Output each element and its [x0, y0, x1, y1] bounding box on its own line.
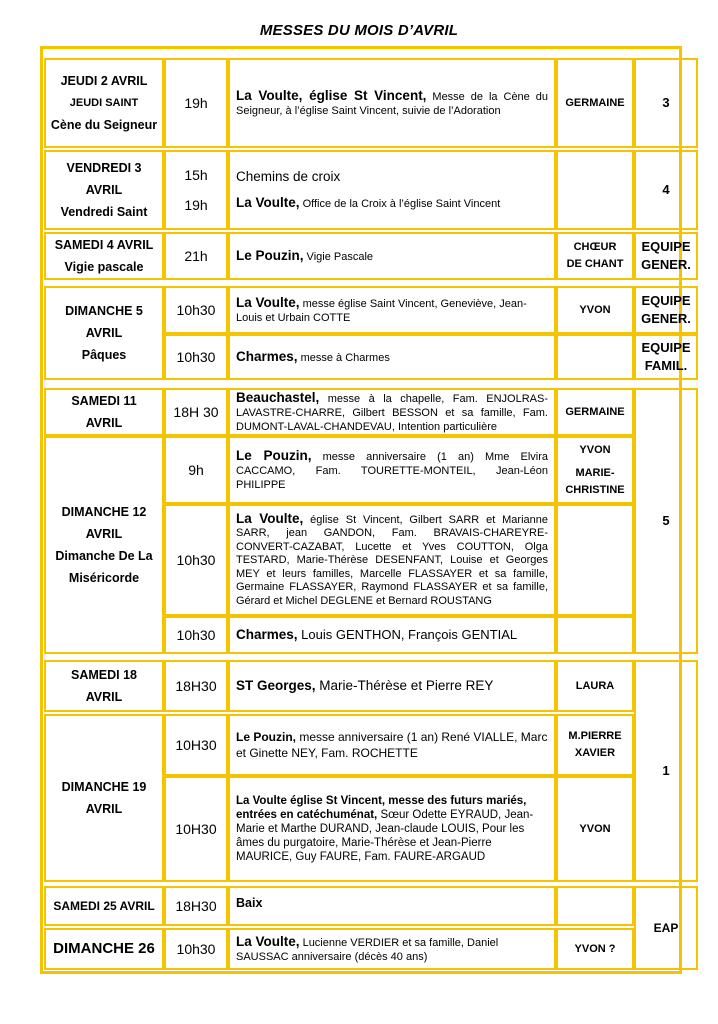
team-cell — [634, 58, 698, 148]
role-label: DE CHANT — [566, 258, 624, 270]
description-cell — [228, 388, 556, 436]
team-cell — [634, 286, 698, 334]
role-cell — [556, 714, 634, 776]
day-cell — [44, 660, 164, 712]
time-label: 19h — [184, 95, 208, 111]
description-text: Marie-Thérèse et Pierre REY — [315, 678, 494, 693]
role-label: XAVIER — [574, 747, 616, 759]
time-label: 18H30 — [175, 678, 217, 694]
description-cell — [228, 286, 556, 334]
role-label: CHRISTINE — [565, 483, 625, 496]
place-label: Charmes, — [236, 348, 298, 364]
team-label: 4 — [662, 182, 670, 197]
day-label: DIMANCHE 12 — [61, 505, 147, 519]
day-label: VENDREDI 3 — [66, 161, 142, 175]
place-label: La Voulte église St Vincent, messe des futurs mariés, entrées en catéchuménat, — [236, 795, 527, 821]
description-cell — [228, 616, 556, 654]
place-label: Baix — [236, 896, 263, 910]
day-cell — [44, 388, 164, 436]
team-cell — [634, 388, 698, 654]
day-label: AVRIL — [85, 690, 123, 704]
description-cell — [228, 886, 556, 926]
time-label: 10h30 — [176, 627, 216, 643]
time-cell — [164, 286, 228, 334]
team-cell — [634, 232, 698, 280]
day-label: DIMANCHE 19 — [61, 780, 147, 794]
day-label: AVRIL — [85, 802, 123, 816]
time-label: 18H 30 — [173, 404, 219, 420]
time-cell — [164, 436, 228, 504]
role-label: MARIE- — [575, 466, 615, 479]
description-text: Louis GENTHON, François GENTIAL — [297, 627, 518, 642]
place-label: Beauchastel, — [236, 389, 320, 405]
role-cell — [556, 150, 634, 230]
role-label: M.PIERRE — [568, 730, 622, 742]
place-label: ST Georges, — [236, 678, 316, 693]
page-title: MESSES DU MOIS D’AVRIL — [259, 22, 459, 39]
day-cell — [44, 232, 164, 280]
role-cell — [556, 334, 634, 380]
team-cell — [634, 150, 698, 230]
time-cell — [164, 232, 228, 280]
description-cell — [228, 232, 556, 280]
time-cell — [164, 616, 228, 654]
day-label: Cène du Seigneur — [50, 118, 158, 132]
day-label: DIMANCHE 26 — [53, 940, 155, 957]
description-cell — [228, 58, 556, 148]
description-cell — [228, 928, 556, 970]
role-cell — [556, 504, 634, 616]
description-text: Messe de la Cène du Seigneur, à l’église Saint Vincent, suivie de l’Adoration — [236, 90, 548, 117]
time-label: 10H30 — [175, 737, 217, 753]
team-label: 3 — [662, 95, 670, 110]
role-cell — [556, 928, 634, 970]
team-label: EAP — [653, 921, 679, 935]
time-cell — [164, 714, 228, 776]
description-text: messe église Saint Vincent, Geneviève, Jean-Louis et Urbain COTTE — [236, 297, 527, 324]
role-label: YVON — [579, 443, 611, 456]
time-cell — [164, 150, 228, 230]
day-label: AVRIL — [85, 326, 123, 340]
day-cell — [44, 928, 164, 970]
description-cell — [228, 660, 556, 712]
time-label: 10h30 — [176, 302, 216, 318]
role-label: YVON — [579, 303, 611, 316]
time-label: 10h30 — [176, 941, 216, 957]
team-label: 5 — [662, 513, 670, 528]
day-label: JEUDI SAINT — [69, 97, 139, 109]
time-label: 10h30 — [176, 349, 216, 365]
place-label: Le Pouzin, — [236, 730, 296, 744]
day-cell — [44, 286, 164, 380]
day-label: AVRIL — [85, 527, 123, 541]
description-text: église St Vincent, Gilbert SARR et Marianne SARR, jean GANDON, Fam. BRAVAIS-CHAREYRE-CONVERT-CAZABAT, Lucette et Yves COUTTON, Olga TESTARD, Marie-Thérèse DESENFANT, Louise et Georges MEY et leurs familles, Marcelle FLASSAYER et sa famille, Germaine FLASSAYER, Raymond FLASSAYER et sa famille, Gérard et Michel DEGLENE et Bernard ROUSTANG — [236, 513, 548, 607]
time-label: 15h — [184, 167, 208, 183]
description-cell — [228, 776, 556, 882]
role-label: GERMAINE — [565, 96, 625, 109]
day-label: Vigie pascale — [64, 260, 144, 274]
description-cell — [228, 714, 556, 776]
time-label: 21h — [184, 248, 208, 264]
place-label: Le Pouzin, — [236, 447, 312, 463]
day-label: Pâques — [81, 348, 127, 362]
place-label: La Voulte, — [236, 510, 304, 526]
role-cell — [556, 388, 634, 436]
description-text: messe à Charmes — [297, 351, 390, 364]
role-label: YVON ? — [574, 942, 616, 955]
time-cell — [164, 660, 228, 712]
day-label: SAMEDI 4 AVRIL — [54, 238, 154, 252]
time-cell — [164, 388, 228, 436]
time-cell — [164, 928, 228, 970]
day-label: AVRIL — [85, 183, 123, 197]
time-cell — [164, 886, 228, 926]
time-cell — [164, 334, 228, 380]
place-label: Le Pouzin, — [236, 247, 304, 263]
role-cell — [556, 232, 634, 280]
role-cell — [556, 286, 634, 334]
role-label: CHŒUR — [573, 241, 617, 253]
role-cell — [556, 886, 634, 926]
time-label: 19h — [184, 197, 208, 213]
time-label: 10H30 — [175, 821, 217, 837]
team-cell — [634, 660, 698, 882]
description-cell — [228, 334, 556, 380]
description-text: messe anniversaire (1 an) René VIALLE, Marc et Ginette NEY, Fam. ROCHETTE — [236, 730, 548, 760]
time-label: 18H30 — [175, 898, 217, 914]
place-label: Charmes, — [236, 627, 298, 642]
team-label: EQUIPE — [641, 293, 691, 308]
description-cell — [228, 150, 556, 230]
day-label: DIMANCHE 5 — [65, 304, 143, 318]
description-text: Vigie Pascale — [303, 250, 374, 263]
description-text: messe anniversaire (1 an) Mme Elvira CACCAMO, Fam. TOURETTE-MONTEIL, Jean-Léon PHILIPPE — [236, 450, 548, 491]
role-cell — [556, 616, 634, 654]
time-cell — [164, 504, 228, 616]
time-cell — [164, 776, 228, 882]
team-label: 1 — [662, 763, 670, 778]
description-cell — [228, 504, 556, 616]
team-label: EQUIPE — [641, 239, 691, 254]
time-label: 9h — [188, 462, 204, 478]
description-text: Chemins de croix — [236, 168, 341, 184]
day-cell — [44, 714, 164, 882]
day-cell — [44, 436, 164, 654]
role-label: LAURA — [575, 679, 615, 692]
place-label: La Voulte, — [236, 294, 300, 310]
place-label: La Voulte, — [236, 933, 300, 949]
time-cell — [164, 58, 228, 148]
day-label: AVRIL — [85, 416, 123, 430]
day-cell — [44, 886, 164, 926]
day-label: SAMEDI 18 — [71, 668, 137, 682]
role-cell — [556, 58, 634, 148]
role-cell — [556, 436, 634, 504]
description-text: Office de la Croix à l’église Saint Vincent — [299, 197, 501, 210]
day-label: JEUDI 2 AVRIL — [60, 74, 148, 88]
team-label: GENER. — [641, 311, 691, 326]
day-label: Miséricorde — [68, 571, 140, 585]
team-label: EQUIPE — [641, 340, 691, 355]
day-label: Dimanche De La — [55, 549, 153, 563]
description-text: Lucienne VERDIER et sa famille, Daniel SAUSSAC anniversaire (décès 40 ans) — [236, 936, 499, 963]
day-cell — [44, 150, 164, 230]
role-cell — [556, 660, 634, 712]
description-cell — [228, 436, 556, 504]
team-label: GENER. — [641, 257, 691, 272]
team-label: FAMIL. — [644, 358, 688, 373]
time-label: 10h30 — [176, 552, 216, 568]
day-cell — [44, 58, 164, 148]
day-label: SAMEDI 11 — [71, 394, 137, 408]
role-cell — [556, 776, 634, 882]
team-cell — [634, 886, 698, 970]
place-label: La Voulte, église St Vincent, — [236, 87, 427, 103]
day-label: SAMEDI 25 AVRIL — [53, 899, 155, 913]
day-label: Vendredi Saint — [60, 205, 148, 219]
role-label: YVON — [579, 822, 611, 835]
description-text: Sœur Odette EYRAUD, Jean-Marie et Marthe DURAND, Jean-claude LOUIS, Pour les âmes du purgatoire, Marie-Thérèse et Jean-Pierre MAURICE, Guy FAURE, Fam. FAURE-ARGAUD — [236, 809, 534, 863]
role-label: GERMAINE — [565, 405, 625, 418]
place-label: La Voulte, — [236, 194, 300, 210]
description-text: messe à la chapelle, Fam. ENJOLRAS-LAVASTRE-CHARRE, Gilbert BESSON et sa famille, Fam. DUMONT-LAVAL-CHANDEVAU, Intention particulière — [236, 392, 548, 433]
team-cell — [634, 334, 698, 380]
